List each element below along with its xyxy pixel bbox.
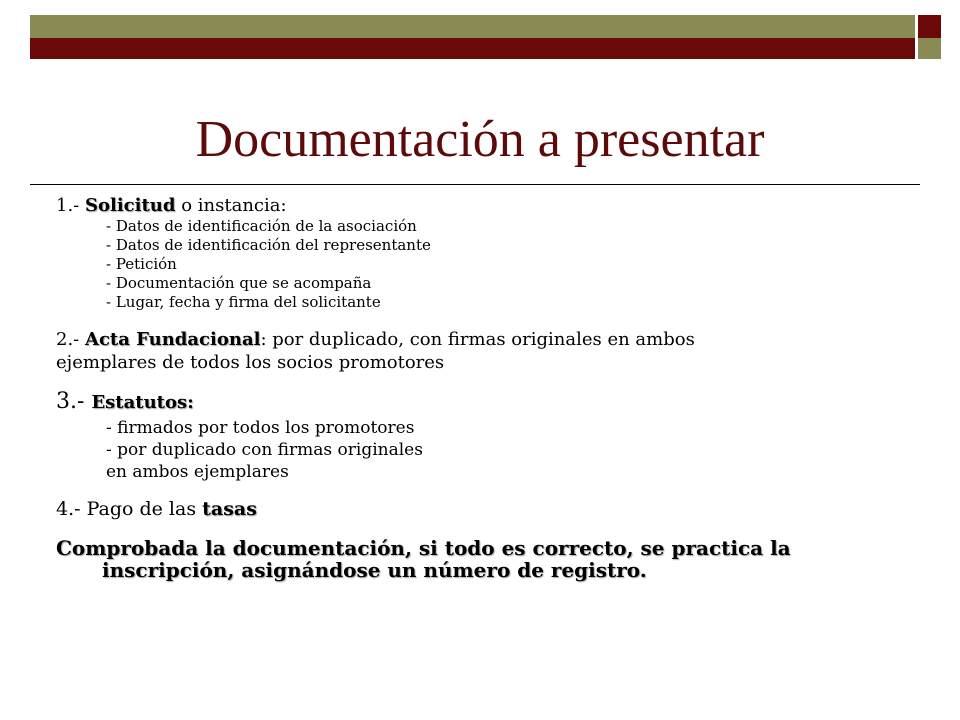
title-divider — [30, 184, 920, 185]
header-square-maroon — [918, 15, 941, 38]
item-rest: o instancia: — [181, 195, 287, 216]
subitem: - Petición — [106, 255, 177, 273]
subitem: - firmados por todos los promotores — [106, 418, 415, 438]
conclusion-line2-wrapper — [56, 559, 916, 581]
item-text: 4.- Pago de las — [56, 498, 197, 520]
subitem: - por duplicado con firmas originales — [106, 440, 423, 460]
header-bar-maroon — [30, 38, 915, 59]
subitem: - Datos de identificación del representante — [106, 236, 431, 254]
subitem: - Datos de identificación de la asociación — [106, 217, 417, 235]
header-bar-olive — [30, 15, 915, 38]
item-bold-label: Estatutos: — [91, 392, 194, 413]
header-square-olive — [918, 38, 941, 59]
item-rest-line2: ejemplares de todos los socios promotores — [56, 352, 445, 373]
item-tasas — [56, 497, 916, 521]
subitem: - Lugar, fecha y firma del solicitante — [106, 293, 381, 311]
item-solicitud — [56, 194, 916, 217]
item-estatutos — [56, 388, 916, 417]
subitem: - Documentación que se acompaña — [106, 274, 372, 292]
item-bold-label: tasas — [202, 498, 257, 520]
conclusion-line2: inscripción, asignándose un número de registro. — [102, 558, 647, 582]
item-acta-fundacional — [56, 328, 916, 351]
item-number: 1.- — [56, 195, 80, 216]
slide-content — [56, 194, 916, 581]
item-number: 3.- — [56, 389, 85, 414]
item-bold-label: Acta Fundacional — [85, 329, 261, 350]
subitem: en ambos ejemplares — [106, 462, 289, 482]
item-number: 2.- — [56, 329, 80, 350]
item-rest: : por duplicado, con firmas originales en ambos — [260, 329, 695, 350]
conclusion-line1: Comprobada la documentación, si todo es correcto, se practica la — [56, 536, 791, 560]
slide-title: Documentación a presentar — [195, 111, 765, 168]
item-bold-label: Solicitud — [85, 195, 176, 216]
